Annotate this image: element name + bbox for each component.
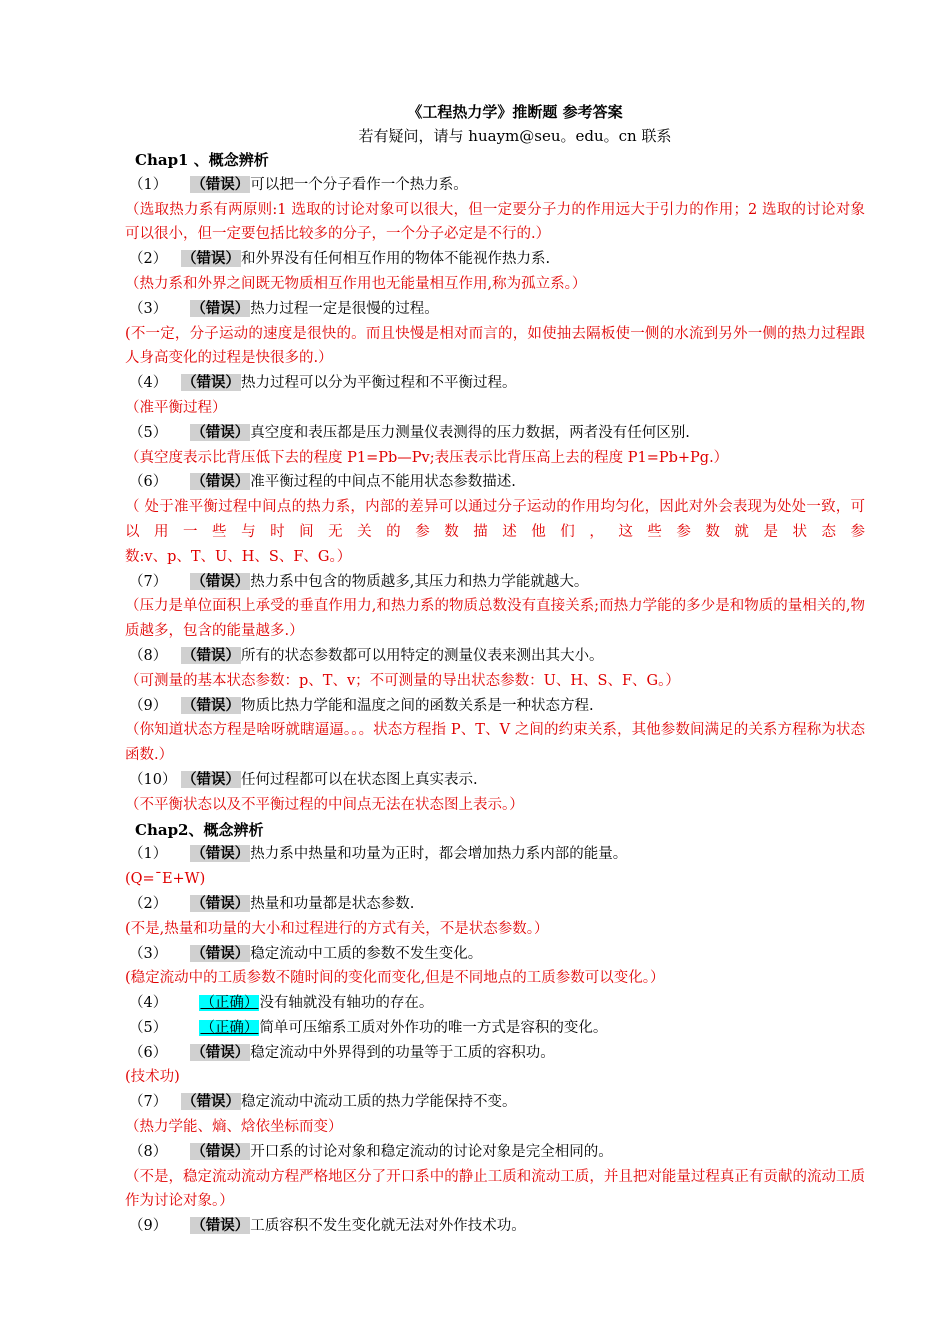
question-row — [125, 644, 865, 669]
correct-mark — [199, 1020, 259, 1036]
question-row — [125, 1214, 865, 1239]
question-text: 稳定流动中外界得到的功量等于工质的容积功。 — [250, 1044, 555, 1061]
answer-text: (Q=ˉE+W) — [125, 871, 206, 888]
question-text: 所有的状态参数都可以用特定的测量仪表来测出其大小。 — [241, 647, 604, 664]
mark-spacer — [181, 1045, 190, 1061]
question-number: （2） — [129, 251, 168, 268]
wrong-mark: （错误） — [182, 374, 240, 392]
question-number: （4） — [129, 375, 168, 392]
chapter-heading: Chap2、概念辨析 — [135, 820, 264, 839]
question-number: （6） — [129, 474, 168, 491]
wrong-mark: （错误） — [191, 175, 250, 193]
question-text: 热量和功量都是状态参数. — [250, 895, 415, 912]
question-row — [125, 570, 865, 595]
question-row — [125, 1016, 865, 1041]
wrong-mark: （错误） — [182, 770, 240, 788]
wrong-mark: （错误） — [182, 250, 240, 268]
question-text: 稳定流动中流动工质的热力学能保持不变。 — [241, 1094, 517, 1111]
question-row — [125, 768, 865, 793]
question-number: （7） — [129, 573, 168, 590]
answer-text: （热力学能、熵、焓依坐标而变） — [125, 1119, 343, 1136]
question-text: 热力过程可以分为平衡过程和不平衡过程。 — [241, 375, 517, 392]
question-row — [125, 247, 865, 272]
wrong-mark: （错误） — [191, 299, 250, 317]
question-number: （4） — [129, 995, 168, 1012]
question-text: 没有轴就没有轴功的存在。 — [259, 995, 434, 1012]
wrong-mark: （错误） — [191, 473, 250, 491]
question-text: 可以把一个分子看作一个热力系。 — [250, 176, 468, 193]
question-number: （3） — [129, 945, 168, 962]
correct-mark — [199, 995, 259, 1011]
document-title: 《工程热力学》推断题 参考答案 — [407, 103, 623, 121]
answer-text: 数:v、p、T、U、H、S、F、G。） — [125, 548, 352, 565]
mark-label: （正确） — [200, 1019, 259, 1036]
wrong-mark: （错误） — [191, 1217, 250, 1235]
wrong-mark: （错误） — [191, 1142, 250, 1160]
question-text: 热力系中包含的物质越多,其压力和热力学能就越大。 — [250, 573, 589, 590]
answer-text: （压力是单位面积上承受的垂直作用力,和热力系的物质总数没有直接关系;而热力学能的多少是和物质的量相关的,物质越多，包含的能量越多.） — [125, 598, 865, 640]
answer-text: （准平衡过程） — [125, 399, 227, 416]
question-row — [125, 892, 865, 917]
question-number: （2） — [129, 895, 168, 912]
answer-text: （真空度表示比背压低下去的程度 P1=Pb—Pv;表压表示比背压高上去的程度 P1=Pb+Pg.） — [125, 449, 729, 466]
wrong-mark: （错误） — [191, 423, 250, 441]
question-number: （8） — [129, 647, 168, 664]
answer-text: (不一定，分子运动的速度是很快的。而且快慢是相对而言的，如使抽去隔板使一侧的水流到另外一侧的热力过程跟人身高变化的过程是快很多的.） — [125, 325, 865, 367]
question-text: 真空度和表压都是压力测量仪表测得的压力数据，两者没有任何区别. — [250, 424, 690, 441]
wrong-mark: （错误） — [182, 1093, 240, 1111]
mark-spacer — [181, 896, 190, 912]
question-text: 和外界没有任何相互作用的物体不能视作热力系. — [241, 251, 551, 268]
mark-label: （正确） — [200, 995, 259, 1012]
question-number: （1） — [129, 846, 168, 863]
question-text: 开口系的讨论对象和稳定流动的讨论对象是完全相同的。 — [250, 1143, 613, 1160]
question-row — [125, 1090, 865, 1115]
answer-text: (不是,热量和功量的大小和过程进行的方式有关，不是状态参数。） — [125, 920, 549, 937]
answer-text: (技术功) — [125, 1069, 180, 1086]
chapter-heading: Chap1 、概念辨析 — [135, 151, 269, 169]
question-number: （9） — [129, 697, 168, 714]
question-text: 简单可压缩系工质对外作功的唯一方式是容积的变化。 — [259, 1019, 608, 1036]
mark-spacer — [181, 474, 190, 490]
document-content — [125, 148, 865, 1239]
answer-text: （你知道状态方程是啥呀就瞎逼逼。。。状态方程指 P、T、V 之间的约束关系，其他参数间满足的关系方程称为状态函数.） — [125, 722, 865, 764]
question-number: （3） — [129, 300, 168, 317]
question-row — [125, 470, 865, 495]
mark-spacer — [181, 425, 190, 441]
wrong-mark: （错误） — [191, 894, 250, 912]
document-subtitle: 若有疑问，请与 huaym@seu。edu。cn 联系 — [358, 127, 672, 145]
answer-text: （不是，稳定流动流动方程严格地区分了开口系中的静止工质和流动工质，并且把对能量过程真正有贡献的流动工质作为讨论对象。） — [125, 1168, 865, 1210]
question-number: （10） — [129, 771, 177, 788]
mark-spacer — [181, 574, 190, 590]
question-number: （9） — [129, 1218, 168, 1235]
question-row — [125, 694, 865, 719]
mark-spacer — [181, 946, 190, 962]
question-number: （5） — [129, 424, 168, 441]
question-row — [125, 991, 865, 1016]
question-text: 任何过程都可以在状态图上真实表示. — [241, 771, 478, 788]
wrong-mark: （错误） — [191, 572, 250, 590]
question-row — [125, 942, 865, 967]
mark-spacer — [181, 995, 199, 1011]
mark-spacer — [181, 177, 190, 193]
question-number: （1） — [129, 176, 168, 193]
answer-text: （选取热力系有两原则:1 选取的讨论对象可以很大，但一定要分子力的作用远大于引力的作用；2 选取的讨论对象可以很小，但一定要包括比较多的分子，一个分子必定是不行的.） — [125, 201, 865, 243]
document-page — [125, 100, 865, 1239]
question-number: （7） — [129, 1094, 168, 1111]
mark-spacer — [181, 1144, 190, 1160]
mark-spacer — [181, 846, 190, 862]
question-number: （8） — [129, 1143, 168, 1160]
wrong-mark: （错误） — [182, 696, 240, 714]
question-row — [125, 1140, 865, 1165]
wrong-mark: （错误） — [191, 1043, 250, 1061]
question-text: 准平衡过程的中间点不能用状态参数描述. — [250, 474, 516, 491]
question-row — [125, 173, 865, 198]
question-number: （5） — [129, 1019, 168, 1036]
answer-text: (稳定流动中的工质参数不随时间的变化而变化,但是不同地点的工质参数可以变化。） — [125, 970, 665, 987]
question-text: 热力过程一定是很慢的过程。 — [250, 300, 439, 317]
question-row — [125, 842, 865, 867]
question-text: 工质容积不发生变化就无法对外作技术功。 — [250, 1218, 526, 1235]
mark-spacer — [181, 1020, 199, 1036]
question-row — [125, 297, 865, 322]
mark-spacer — [181, 1218, 190, 1234]
wrong-mark: （错误） — [191, 845, 250, 863]
answer-text: （不平衡状态以及不平衡过程的中间点无法在状态图上表示。） — [125, 796, 524, 813]
question-text: 稳定流动中工质的参数不发生变化。 — [250, 945, 483, 962]
question-text: 热力系中热量和功量为正时，都会增加热力系内部的能量。 — [250, 846, 628, 863]
mark-spacer — [181, 301, 190, 317]
answer-text: （可测量的基本状态参数：p、T、v；不可测量的导出状态参数：U、H、S、F、G。） — [125, 672, 680, 689]
question-row — [125, 1041, 865, 1066]
question-row — [125, 421, 865, 446]
question-text: 物质比热力学能和温度之间的函数关系是一种状态方程. — [241, 697, 594, 714]
question-row — [125, 371, 865, 396]
question-number: （6） — [129, 1044, 168, 1061]
wrong-mark: （错误） — [182, 646, 240, 664]
answer-text: （热力系和外界之间既无物质相互作用也无能量相互作用,称为孤立系。） — [125, 275, 587, 292]
wrong-mark: （错误） — [191, 944, 250, 962]
answer-text: （ 处于准平衡过程中间点的热力系，内部的差异可以通过分子运动的作用均匀化，因此对外会表现为处处一致，可以用一些与时间无关的参数描述他们，这些参数就是状态参 — [125, 499, 865, 540]
